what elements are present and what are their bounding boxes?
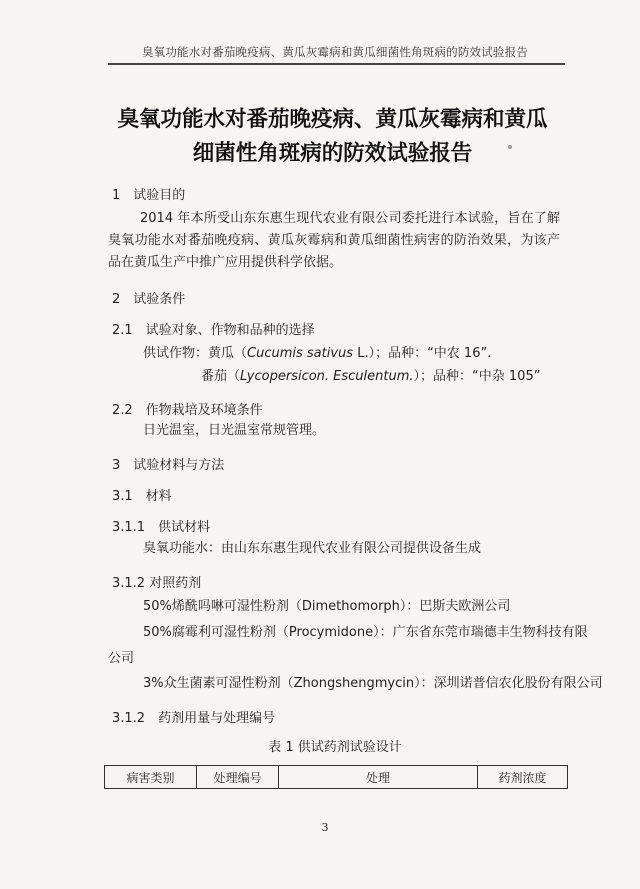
running-header: 臭氧功能水对番茄晚疫病、黄瓜灰霉病和黄瓜细菌性角斑病的防效试验报告 (141, 45, 529, 59)
control-agent-2-line-2: 公司 (108, 651, 135, 666)
section-2-1-heading: 2.1 试验对象、作物和品种的选择 (112, 323, 315, 338)
title-line-2: 细菌性角斑病的防效试验报告 (192, 141, 473, 166)
section-3-1-2-heading: 3.1.2 对照药剂 (112, 576, 202, 591)
crop-2-suffix: ）；品种：“中杂 105” (413, 369, 541, 384)
crop-1-suffix: L.）；品种：“中农 16”. (353, 346, 492, 361)
trial-design-table (104, 765, 568, 789)
section-2-heading: 2 试验条件 (112, 292, 186, 307)
control-agent-3: 3%众生菌素可湿性粉剂（Zhongshengmycin）：深圳诺普信农化股份有限公司 (143, 676, 603, 691)
section-3-heading: 3 试验材料与方法 (112, 458, 225, 473)
table-header-row (105, 766, 568, 789)
crop-1-prefix: 供试作物：黄瓜（ (143, 346, 248, 361)
table-header-cell: 处理编号 (197, 766, 279, 789)
section-3-1-2b-heading: 3.1.2 药剂用量与处理编号 (112, 711, 276, 726)
crop-2-line (201, 366, 540, 388)
crop-2-prefix: 番茄（ (201, 369, 241, 384)
title-line-1: 臭氧功能水对番茄晚疫病、黄瓜灰霉病和黄瓜 (117, 107, 548, 132)
crop-1-latin: Cucumis sativus (247, 346, 354, 361)
section-3-1-heading: 3.1 材料 (112, 489, 172, 504)
section-2-2-text: 日光温室，日光温室常规管理。 (143, 423, 326, 438)
page-number: 3 (321, 821, 329, 834)
control-agent-2-line-1: 50%腐霉利可湿性粉剂（Procymidone）：广东省东莞市瑞德丰生物科技有限 (143, 625, 588, 640)
section-1-heading: 1 试验目的 (112, 188, 186, 203)
table-header-cell: 处理 (279, 766, 478, 789)
crop-1-line (143, 343, 491, 365)
section-1-paragraph: 2014 年本所受山东东惠生现代农业有限公司委托进行本试验，旨在了解臭氧功能水对番茄晚疫病、黄瓜灰霉病和黄瓜细菌性病害的防治效果，为该产品在黄瓜生产中推广应用提供科学依据。 (108, 211, 560, 270)
section-2-2-heading: 2.2 作物栽培及环境条件 (112, 403, 263, 418)
page-title (95, 103, 570, 171)
table-header-cell: 药剂浓度 (477, 766, 567, 789)
header-rule (108, 63, 565, 65)
crop-2-latin: Lycopersicon. Esculentum. (240, 369, 414, 384)
control-agent-1: 50%烯酰吗啉可湿性粉剂（Dimethomorph）：巴斯夫欧洲公司 (143, 599, 511, 614)
section-3-1-1-heading: 3.1.1 供试材料 (112, 520, 211, 535)
scan-speck (508, 145, 512, 149)
table-header-cell: 病害类别 (105, 766, 197, 789)
table-caption: 表 1 供试药剂试验设计 (268, 740, 402, 755)
section-3-1-1-text: 臭氧功能水：由山东东惠生现代农业有限公司提供设备生成 (143, 541, 482, 556)
